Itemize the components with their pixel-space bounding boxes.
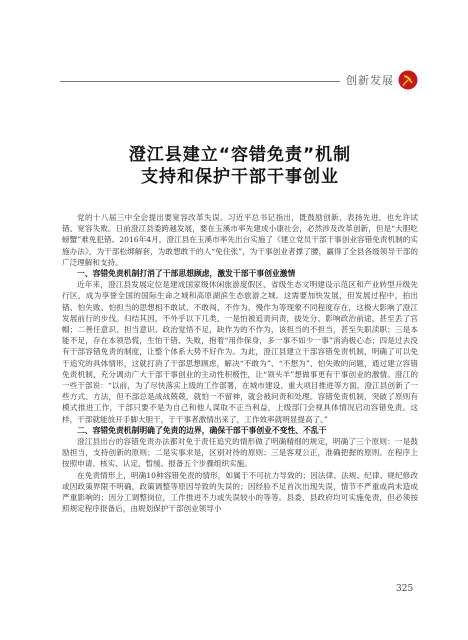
paragraph-intro: 党的十八届三中全会提出要宽容改革失误。习近平总书记指出，既鼓励创新、表扬先进，也允许试错、宽容失败。日前澄江县委跨越发展，要在玉溪市率先建成小康社会，必然涉及改革创新，但是“大胆吃螃蟹”难免犯错。2016年4月，澄江县在玉溪市率先出台实施了《建立党员干部干事创业容错免责机制的实施办法》，为干部松绑解套，为敢想敢干的人“免住张”，为干事创业者撑了腰，赢得了全县各级领导干部的广泛理解和支持。 — [62, 213, 418, 267]
article-body — [62, 212, 418, 514]
running-header — [60, 70, 420, 94]
section-label: 创新发展 — [346, 74, 394, 87]
party-emblem-icon — [398, 70, 418, 90]
paragraph-section-2: 澄江县出台的容错免责办法都对免于责任追究的情形做了明确精细的规定，明确了三个原则：一是鼓励担当，支持创新的原则；二是实事求是，区别对待的原则；三是客观公正，准确把握的原则。在程序上按照申请、核实、认定、暂缓、报备五个步骤组织实施。 — [62, 437, 418, 469]
article-title-line-1: 澄江县建立“容错免责”机制 — [128, 145, 352, 165]
section-heading-1: 一、容错免责机制打消了干部思想顾虑，激发干部干事创业激情 — [77, 269, 296, 279]
section-heading-2: 二、容错免责机制明确了免责的边界，确保干部干事创业不变性、不乱干 — [77, 425, 327, 435]
paragraph-section-1: 近年来，澄江县发展定位是建成国家级休闲旅游度假区、省级生态文明建设示范区和产业转型升级先行区，成为享誉全国的国际生命之城和高原湖滨生态旅游之城。这需要加快发展，但发展过程中，拍出错、怕失败、怕担当的思想相不敢试、不敢闯、不作为、慢作为等现象不同程度存在，这极大影响了澄江发展前行的步伐。归结其因，不外乎以下几类，一是怕被追责问责，拔处分、影响政治前途，甚至丢了官帽；二善任意识、担当意识、政治觉悟不足，缺作为的不作为，该担当的不担当，甚至失职渎职；三是本能不足，存在本领恐慌，生怕干错、失败，抱着“用作保身，多一事不如少一事”消消极心态；四是过去没有干部容错免责的制度，让整个体系大势不好作为。为此，澄江县建立干部容错免责机制，明确了可以免于追究的具体情形，这就打消了干部思想顾虑，解决“不敢为”、“不想为”、怕失败的问题，通过建立容错免责机制，充分调动广大干部干事创业的主动性积极性，让“领头羊”想做事更有干事创业的激情。澄江的一些干部说：“以前，为了尽快落实上级的工作部署，在城市建设、重大项目推进等方面，澄江县创新了一些方式、方法，但不部总是战战兢兢，就怕一不留神，就会被问责和处理。容错免责机制，突破了原则有模式推进工作，干部只要不是为自己和他人谋取不正当利益，上级部门会视具体情况启动容错免责。这样，干部就能放开手脚大胆干，于干事者激情出来了，工作效率就明显提高了。” — [62, 280, 418, 424]
page-number: 325 — [396, 584, 414, 594]
article-title-line-2: 支持和保护干部干事创业 — [141, 167, 339, 187]
header-rule — [60, 81, 340, 82]
paragraph-section-2-cont: 在免责情形上，明确10种容错免责的情形，如属于不可抗力导致的；因法律、法规、纪律、规纪修改或因政策界限不明确，政策调整等原因导致的失误的；因经验不足首次出现失误，情节不严重或尚未造成严重影响的；因分工调整岗位，工作推进不力或失误较小的等等。县委、县政府均可实施免责，但必须按照规定程序报备后，由规划保护干部创业领导小 — [62, 470, 418, 514]
